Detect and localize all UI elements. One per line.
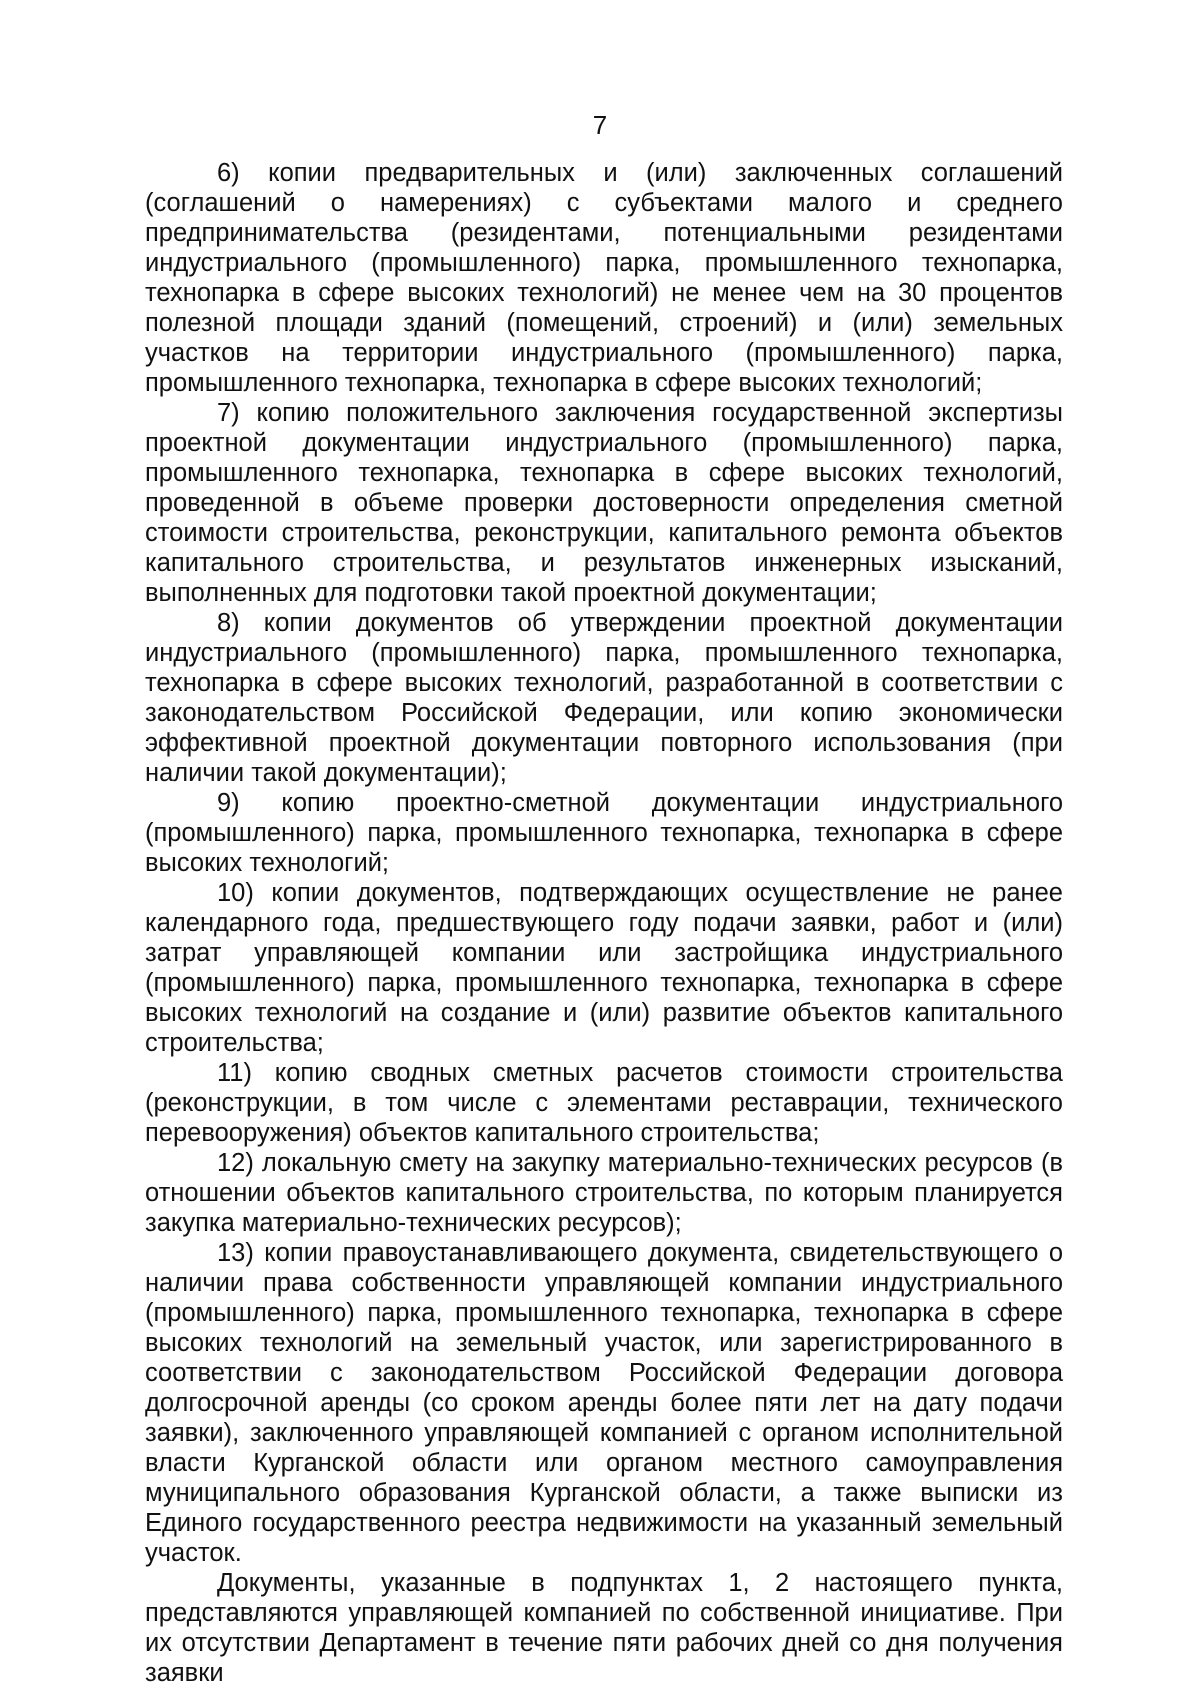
paragraph-item-8: 8) копии документов об утверждении проектной документации индустриального (промышленного) парка, промышленного технопарка, технопарка в сфере высоких технологий, разработанной в соответствии с законодательством Российской Федерации, или копию экономически эффективной проектной документации повторного использования (при наличии такой документации); bbox=[145, 609, 1063, 787]
paragraph-item-11: 11) копию сводных сметных расчетов стоимости строительства (реконструкции, в том числе с элементами реставрации, технического перевооружения) объектов капитального строительства; bbox=[145, 1059, 1063, 1147]
paragraph-documents-note: Документы, указанные в подпунктах 1, 2 настоящего пункта, представляются управляющей компанией по собственной инициативе. При их отсутствии Департамент в течение пяти рабочих дней со дня получения заявки bbox=[145, 1569, 1063, 1687]
paragraph-item-9: 9) копию проектно-сметной документации индустриального (промышленного) парка, промышленного технопарка, технопарка в сфере высоких технологий; bbox=[145, 789, 1063, 877]
paragraph-item-7: 7) копию положительного заключения государственной экспертизы проектной документации индустриального (промышленного) парка, промышленного технопарка, технопарка в сфере высоких технологий, проведенной в объеме проверки достоверности определения сметной стоимости строительства, реконструкции, капитального ремонта объектов капитального строительства, и результатов инженерных изысканий, выполненных для подготовки такой проектной документации; bbox=[145, 399, 1063, 607]
document-body bbox=[145, 158, 1063, 1688]
paragraph-item-10: 10) копии документов, подтверждающих осуществление не ранее календарного года, предшествующего году подачи заявки, работ и (или) затрат управляющей компании или застройщика индустриального (промышленного) парка, промышленного технопарка, технопарка в сфере высоких технологий на создание и (или) развитие объектов капитального строительства; bbox=[145, 879, 1063, 1057]
paragraph-item-6: 6) копии предварительных и (или) заключенных соглашений (соглашений о намерениях) с субъектами малого и среднего предпринимательства (резидентами, потенциальными резидентами индустриального (промышленного) парка, промышленного технопарка, технопарка в сфере высоких технологий) не менее чем на 30 процентов полезной площади зданий (помещений, строений) и (или) земельных участков на территории индустриального (промышленного) парка, промышленного технопарка, технопарка в сфере высоких технологий; bbox=[145, 159, 1063, 397]
paragraph-item-13: 13) копии правоустанавливающего документа, свидетельствующего о наличии права собственности управляющей компании индустриального (промышленного) парка, промышленного технопарка, технопарка в сфере высоких технологий на земельный участок, или зарегистрированного в соответствии с законодательством Российской Федерации договора долгосрочной аренды (со сроком аренды более пяти лет на дату подачи заявки), заключенного управляющей компанией с органом исполнительной власти Курганской области или органом местного самоуправления муниципального образования Курганской области, а также выписки из Единого государственного реестра недвижимости на указанный земельный участок. bbox=[145, 1239, 1063, 1567]
paragraph-item-12: 12) локальную смету на закупку материально-технических ресурсов (в отношении объектов капитального строительства, по которым планируется закупка материально-технических ресурсов); bbox=[145, 1149, 1063, 1237]
page-number: 7 bbox=[592, 110, 608, 140]
